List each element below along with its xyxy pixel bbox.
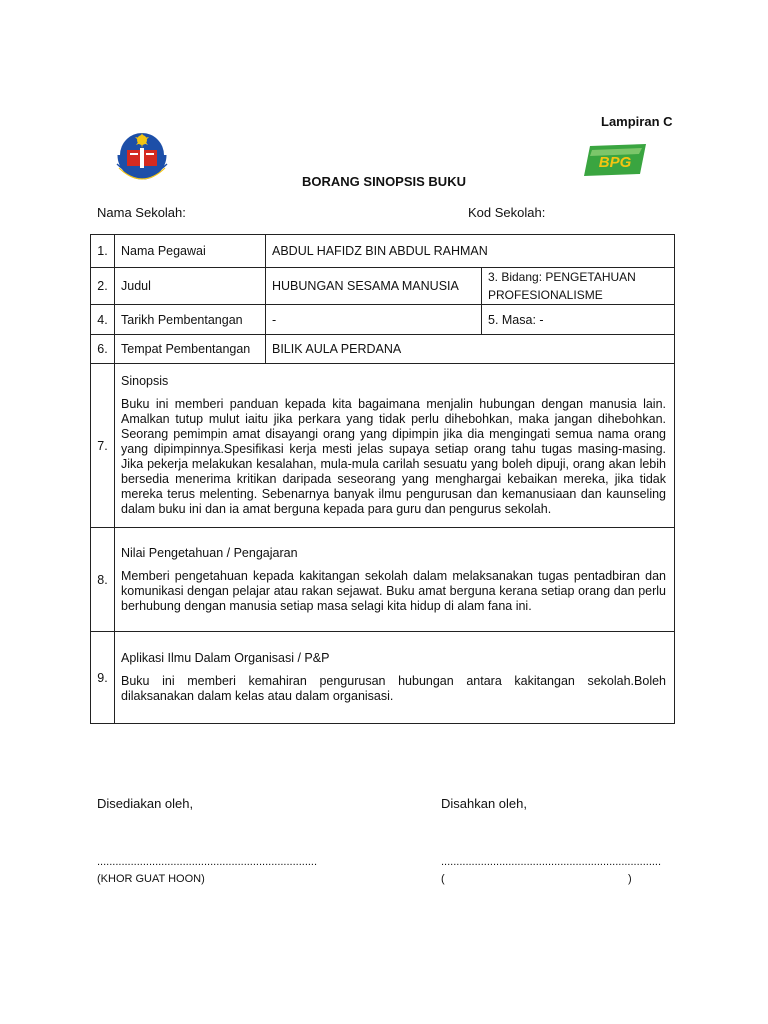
application-label: Aplikasi Ilmu Dalam Organisasi / P&P — [121, 651, 330, 665]
row-application — [91, 632, 675, 724]
row-number: 7. — [91, 364, 115, 528]
approver-name-close-paren: ) — [628, 873, 632, 885]
field-value: 3. Bidang: PENGETAHUAN PROFESIONALISME — [482, 268, 675, 305]
prepared-by-name: (KHOR GUAT HOON) — [97, 873, 205, 885]
row-number: 1. — [91, 235, 115, 268]
bpg-logo-text: BPG — [598, 154, 632, 171]
venue-label: Tempat Pembentangan — [115, 335, 266, 364]
row-number: 4. — [91, 305, 115, 335]
time-value: 5. Masa: - — [482, 305, 675, 335]
synopsis-form-table — [90, 234, 675, 724]
bpg-logo — [582, 140, 652, 178]
row-date — [91, 305, 675, 335]
row-synopsis — [91, 364, 675, 528]
prepared-by-label: Disediakan oleh, — [97, 796, 194, 811]
page-title: BORANG SINOPSIS BUKU — [302, 174, 466, 189]
presentation-date-value: - — [266, 305, 482, 335]
application-cell — [115, 632, 675, 724]
row-number: 6. — [91, 335, 115, 364]
row-venue — [91, 335, 675, 364]
book-title-value: HUBUNGAN SESAMA MANUSIA — [266, 268, 482, 305]
officer-name-value: ABDUL HAFIDZ BIN ABDUL RAHMAN — [266, 235, 675, 268]
synopsis-text: Buku ini memberi panduan kepada kita bagaimana menjalin hubungan dengan manusia lain. Amalkan tutup mulut iaitu jika perkara yang tidak perlu dihebohkan, maka jangan dihebohkan. Seorang pemimpin amat disayangi orang yang dipimpin jika dia mengingati semua nama orang yang dipimpinnya.Spesifikasi kerja mesti jelas supaya setiap orang tahu tugas masing-masing. Jika pekerja melakukan kesalahan, mula-mula carilah sesuatu yang boleh dipuji, orang akan lebih bersedia menerima kritikan daripada seseorang yang menghargai kebaikan mereka, jika tidak mereka terus melenting. Sebenarnya banyak ilmu pengurusan dan kemanusiaan dan kaunseling dalam buku ini dan ia amat berguna kepada para guru dan pengurus sekolah. — [121, 397, 666, 516]
prepared-signature-line: ........................................................................ — [97, 856, 318, 868]
approved-signature-line: ........................................................................ — [441, 856, 662, 868]
approved-by-label: Disahkan oleh, — [441, 796, 527, 811]
row-knowledge-value — [91, 528, 675, 632]
row-officer-name — [91, 235, 675, 268]
row-title — [91, 268, 675, 305]
school-code-label: Kod Sekolah: — [468, 205, 546, 220]
officer-name-label: Nama Pegawai — [115, 235, 266, 268]
presentation-date-label: Tarikh Pembentangan — [115, 305, 266, 335]
knowledge-value-text: Memberi pengetahuan kepada kakitangan sekolah dalam melaksanakan tugas pentadbiran dan komunikasi dengan pelajar atau rakan sejawat. Buku amat berguna kerana setiap orang dan perlu berhubung dengan manusia setiap masa selagi kita hidup di alam fana ini. — [121, 568, 666, 613]
knowledge-value-label: Nilai Pengetahuan / Pengajaran — [121, 545, 298, 560]
approver-name-open-paren: ( — [441, 873, 445, 885]
knowledge-value-cell — [115, 528, 675, 632]
application-text: Buku ini memberi kemahiran pengurusan hubungan antara kakitangan sekolah.Boleh dilaksanakan dalam kelas atau dalam organisasi. — [121, 674, 666, 703]
synopsis-cell — [115, 364, 675, 528]
row-number: 9. — [91, 632, 115, 724]
school-name-label: Nama Sekolah: — [97, 205, 186, 220]
venue-value: BILIK AULA PERDANA — [266, 335, 675, 364]
row-number: 8. — [91, 528, 115, 632]
book-title-label: Judul — [115, 268, 266, 305]
synopsis-label: Sinopsis — [121, 374, 169, 388]
lampiran-label: Lampiran C — [601, 114, 673, 129]
row-number: 2. — [91, 268, 115, 305]
